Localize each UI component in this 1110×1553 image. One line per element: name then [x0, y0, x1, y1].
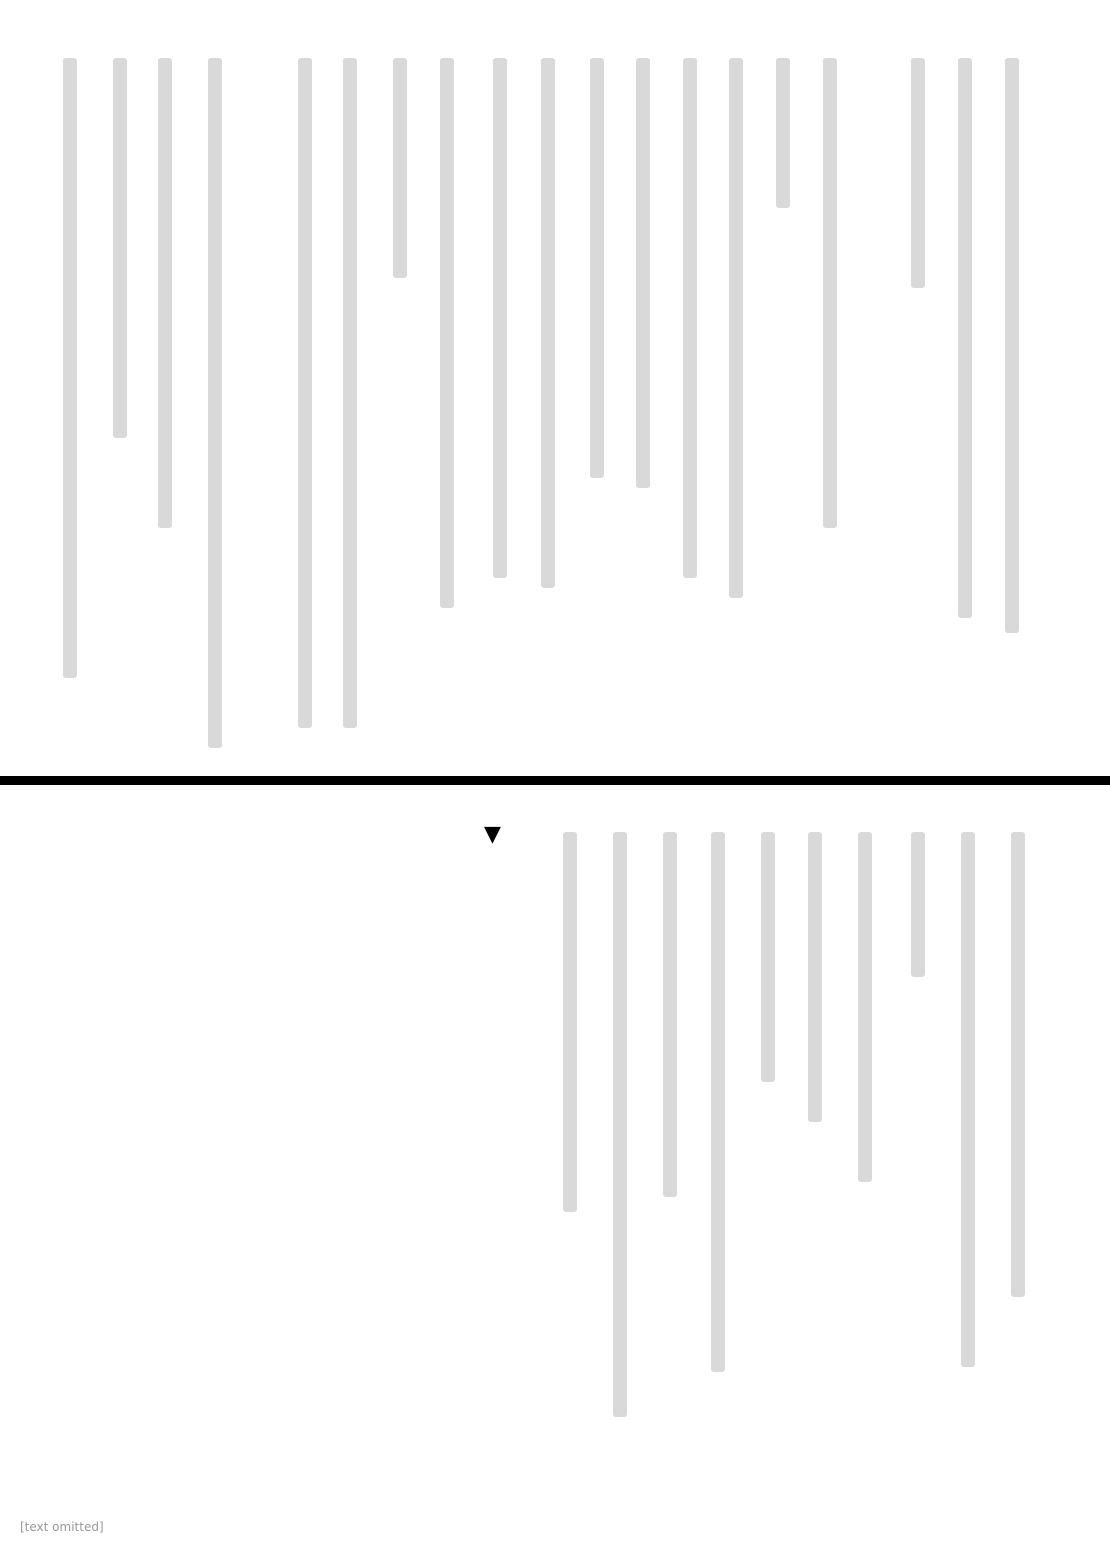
text-column-placeholder	[808, 832, 822, 1122]
text-column-placeholder	[393, 58, 407, 278]
text-column-placeholder	[911, 832, 925, 977]
text-column-placeholder	[683, 58, 697, 578]
text-column-placeholder	[113, 58, 127, 438]
text-column-placeholder	[613, 832, 627, 1417]
text-column-placeholder	[493, 58, 507, 578]
text-column-placeholder	[1005, 58, 1019, 633]
text-column-placeholder	[858, 832, 872, 1182]
page-divider	[0, 776, 1110, 785]
text-column-placeholder	[911, 58, 925, 288]
text-column-placeholder	[63, 58, 77, 678]
text-column-placeholder	[298, 58, 312, 728]
lower-text-panel	[0, 787, 1110, 1553]
text-column-placeholder	[208, 58, 222, 748]
triangle-marker-icon: ▼	[484, 822, 501, 847]
text-column-placeholder	[761, 832, 775, 1082]
text-column-placeholder	[663, 832, 677, 1197]
text-column-placeholder	[343, 58, 357, 728]
text-column-placeholder	[823, 58, 837, 528]
text-column-placeholder	[158, 58, 172, 528]
text-column-placeholder	[563, 832, 577, 1212]
text-column-placeholder	[636, 58, 650, 488]
text-column-placeholder	[440, 58, 454, 608]
text-column-placeholder	[729, 58, 743, 598]
text-column-placeholder	[776, 58, 790, 208]
text-column-placeholder	[1011, 832, 1025, 1297]
upper-text-panel	[0, 0, 1110, 775]
placeholder-note: [text omitted]	[20, 1520, 104, 1534]
text-column-placeholder	[590, 58, 604, 478]
text-column-placeholder	[541, 58, 555, 588]
text-column-placeholder	[711, 832, 725, 1372]
text-column-placeholder	[958, 58, 972, 618]
text-column-placeholder	[961, 832, 975, 1367]
